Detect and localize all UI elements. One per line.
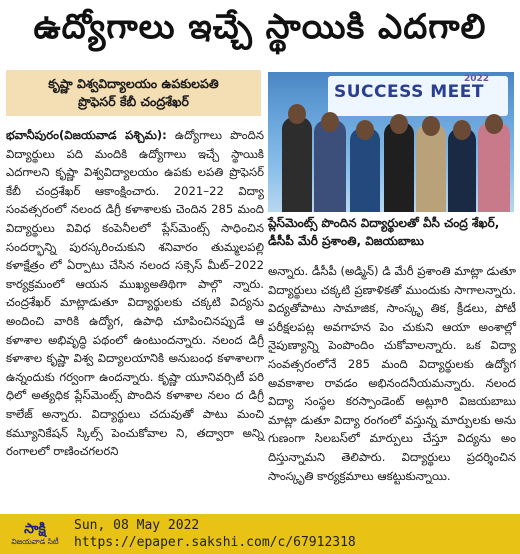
footer-bar [0,514,520,554]
person-figure [282,117,312,212]
footer-url[interactable]: https://epaper.sakshi.com/c/67912318 [74,535,356,550]
person-head [288,104,306,124]
article-left-body: ఉద్యోగాలు పొందిన విద్యార్థులు పది మందికి ఉద్యోగాలు ఇచ్చే స్థాయికి ఎదగాలని కృష్ణా విశ్వవిద్యాలయం ఉపకు లపతి ప్రొఫెసర్ కేబీ చంద్రశేఖర్ ఆకాంక్షించారు. 2021–22 విద్యా సంవత్సరంలో నలంద డిగ్రీ కళాశాలకు చెందిన 285 మంది విద్యార్థులు వివిధ కంపెనీలలో ప్లేస్‌మెంట్స్ సాధించిన సందర్భాన్ని పురస్కరించుకుని శనివారం తుమ్మలపల్లి కళాక్షేత్రం లో ఏర్పాటు చేసిన నలంద సక్సెస్ మీట్–2022 కార్యక్రమంలో ఆయన ముఖ్యఅతిథిగా పాల్గొ న్నారు. చంద్రశేఖర్ మాట్లాడుతూ విద్యార్థులకు చక్కటి విద్యను అందించి వారికి ఉద్యోగ, ఉపాధి చూపించినప్పుడే ఆ కళాశాల అభివృద్ధి పథంలో ఉంటుందన్నారు. నలంద డిగ్రీ కళాశాల కృష్ణా విశ్వ విద్యాలయానికి అనుబంధ కళాశాలగా ఉన్నందుకు గర్వంగా ఉందన్నారు. కృష్ణా యూనివర్సిటీ పరి ధిలో అత్యధిక ప్లేస్‌మెంట్స్ పొందిన కళాశాల నలం ద డిగ్రీ కాలేజ్ అన్నారు. విద్యార్థులు చదువుతో పాటు మంచి కమ్యూనికేషన్ స్కిల్స్ పెంచుకోవాల ని, తద్వారా అన్ని రంగాలలో రాణించగలరని [6,128,264,459]
person-head [485,114,503,134]
subheadline-line2: ప్రొఫెసర్ కేబీ చంద్రశేఖర్ [78,94,189,109]
dateline: భవానీపురం(విజయవాడ పశ్చిమ): [6,128,167,142]
sakshi-logo [4,514,66,554]
logo-main-text: సాక్షి [24,521,46,537]
subheadline-line1: కృష్ణా విశ్వవిద్యాలయం ఉపకులపతి [48,76,219,91]
person-head [422,116,440,136]
person-head [356,120,374,140]
photo-caption: ప్లేస్‌మెంట్స్ పొందిన విద్యార్థులతో వీసీ చంద్ర శేఖర్, డీసీపీ మేరీ ప్రశాంతి, విజయబాబు [268,216,500,248]
person-figure [416,124,446,212]
person-head [390,114,408,134]
photo-banner-year: 2022 [464,74,490,84]
article-right-column [268,262,516,485]
subheadline-box [6,70,261,116]
logo-sub-text: విజయవాడ సిటీ [11,537,59,546]
person-head [453,120,471,140]
article-right-body: అన్నారు. డీసీపీ (అడ్మిన్) డి మేరీ ప్రశాంతి మాట్లా డుతూ విద్యార్థులు చక్కటి ప్రణాళికతో ముందుకు సాగాలన్నారు. విద్యతోపాటు సామాజిక, సాంస్కృ తిక, క్రీడలు, పోటీ పరీక్షలపట్ల అవగాహన పెం చుకుని ఆయా అంశాల్లో నైపుణ్యాన్ని పెంపొందిం చుకోవాలన్నారు. ఒక విద్యా సంవత్సరంలోనే 285 మంది విద్యార్థులకు ఉద్యోగ అవకాశాల రావడం అభినందనీయమన్నారు. నలంద విద్యా సంస్థల కరస్పాండెంట్ అట్లూరి విజయబాబు మాట్లా డుతూ విద్యా రంగంలో వస్తున్న మార్పులకు అను గుణంగా సిలబస్‌లో మార్పులు చేస్తూ విద్యను అం దిస్తున్నామని తెలిపారు. విద్యార్థులు ప్రదర్శించిన సాంస్కృతి కార్యక్రమాలు ఆకట్టుకున్నాయి. [268,264,516,483]
headline: ఉద్యోగాలు ఇచ్చే స్థాయికి ఎదగాలి [33,7,487,47]
article-left-column [6,126,264,461]
event-photo [268,72,514,212]
person-figure [478,122,510,212]
person-figure [384,122,414,212]
photo-banner-text: SUCCESS MEET [334,82,484,102]
article-paragraph [6,126,264,461]
person-head [321,112,339,132]
person-figure [448,128,476,212]
footer-date: Sun, 08 May 2022 [74,518,200,533]
person-figure [314,120,346,212]
footer-info [74,517,356,551]
person-figure [350,128,380,212]
